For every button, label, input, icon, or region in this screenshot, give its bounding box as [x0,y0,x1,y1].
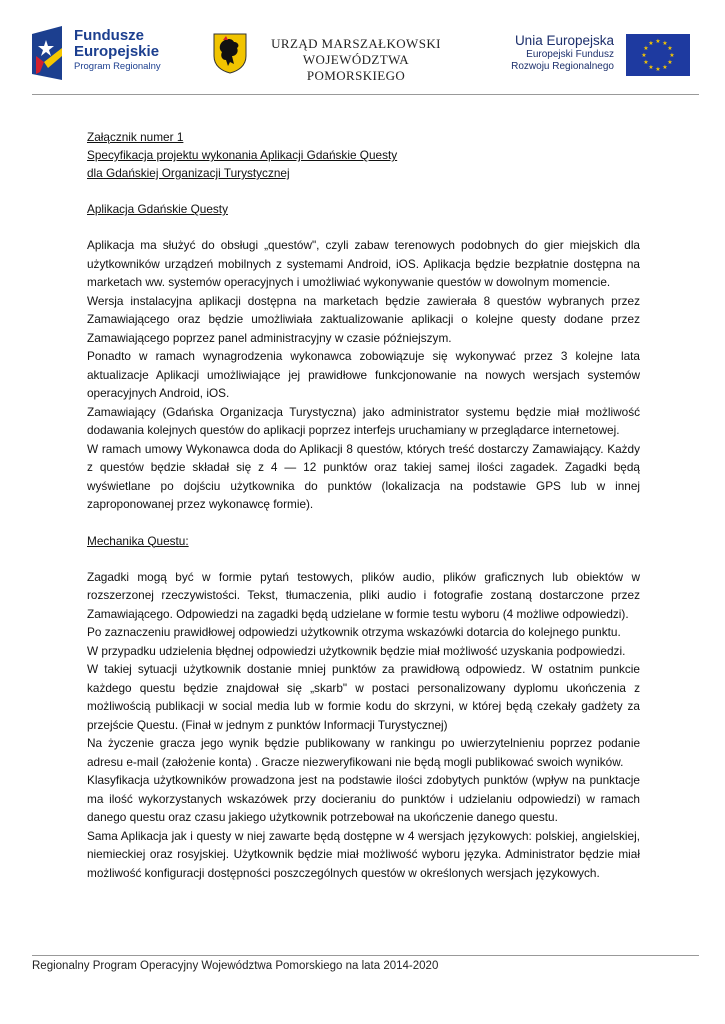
paragraph: Aplikacja ma służyć do obsługi „questów", czyli zabaw terenowych podobnych do gier miejskich dla użytkowników urządzeń mobilnych z systemami Android, iOS. Aplikacja będzie bezpłatnie dostępna na marketach ww. systemów operacyjnych i umożliwiać wykonywanie questów w dowolnym momencie. [87,238,640,289]
fe-logo-line2: Europejskie [74,43,160,60]
ue-logo-line3: Rozwoju Regionalnego [511,61,614,72]
svg-text:★: ★ [662,40,668,47]
paragraph: W przypadku udzielenia błędnej odpowiedzi użytkownik będzie miał możliwość uzyskania podpowiedzi. [87,643,626,658]
fe-logo-text [74,28,161,74]
paragraph: Ponadto w ramach wynagrodzenia wykonawca zobowiązuje się wykonywać przez 3 kolejne lata aktualizacje Aplikacji umożliwiające jej prawidłowe funkcjonowanie na nowych wersjach systemów operacyjnych Android, iOS. [87,349,640,400]
svg-text:★: ★ [641,52,647,59]
page-footer: Regionalny Program Operacyjny Województwa Pomorskiego na lata 2014-2020 [32,960,439,972]
section-heading-aplikacja: Aplikacja Gdańskie Questy [87,202,228,216]
paragraph: W takiej sytuacji użytkownik dostanie mniej punktów za prawidłową odpowiedz. W ostatnim punkcie każdego questu będzie znajdował się „skarb" w postaci personalizowany dyplomu ukończenia z możliwością publikacji w social media lub w formie kodu do skrzyni, w której będą czekały gadżety za przejście Questu. (Finał w jednym z punktów Informacji Turystycznej) [87,662,640,732]
eu-flag-icon [626,34,690,76]
svg-text:★: ★ [667,59,673,66]
svg-text:★: ★ [669,52,675,59]
fe-star-icon [32,26,62,80]
page-header [0,0,725,96]
header-divider [32,94,699,95]
svg-text:★: ★ [648,40,654,47]
um-logo-text [256,36,456,84]
um-logo-line1: URZĄD MARSZAŁKOWSKI [271,36,441,51]
fundusze-europejskie-logo [32,24,222,80]
ue-logo-line1: Unia Europejska [514,33,614,48]
document-body [87,128,640,882]
paragraph: Wersja instalacyjna aplikacji dostępna na marketach będzie zawierała 8 questów wybranych przez Zamawiającego oraz będzie umożliwiała zaktualizowanie aplikacji o kolejne questy dodane przez Zamawiającego poprzez panel administracyjny w czasie późniejszym. [87,293,640,345]
paragraph: Zagadki mogą być w formie pytań testowych, plików audio, plików graficznych lub obiektów w rozszerzonej rzeczywistości. Tekst, tłumaczenia, pliki audio i fotografie zostaną dostarczone przez Zamawiającego. Odpowiedzi na zagadki będą udzielane w formie testu wyboru (4 możliwe odpowiedzi). [87,569,640,621]
document-title-line: Specyfikacja projektu wykonania Aplikacji Gdańskie Questy [87,148,398,162]
section-heading-mechanika: Mechanika Questu: [87,533,189,548]
svg-text:★: ★ [643,45,649,52]
paragraph: Zamawiający (Gdańska Organizacja Turystyczna) jako administrator systemu będzie miał możliwość dodawania kolejnych questów do aplikacji poprzez interfejs uruchamiany w przeglądarce internetowej. [87,404,640,437]
paragraph: Sama Aplikacja jak i questy w niej zawarte będą dostępne w 4 wersjach językowych: polskiej, angielskiej, niemieckiej oraz rosyjskiej. Użytkownik będzie miał możliwość wyboru języka. Administrator będzie miał możliwość konfiguracji dostępności poszczególnych questów w określonych wersjach językowych. [87,828,640,880]
fe-logo-line1: Fundusze [74,27,144,44]
svg-text:★: ★ [643,59,649,66]
fe-logo-line3: Program Regionalny [74,61,161,72]
paragraph: W ramach umowy Wykonawca doda do Aplikacji 8 questów, których treść dostarczy Zamawiający. Każdy z questów będzie składał się z 4 — 12 punktów oraz takiej samej ilości zagadek. Zagadki będą wyświetlane po dojściu użytkownika do punktów (lokalizacja na podstawie GPS lub w innej zaproponowanej przez wykonawcę formie). [87,441,640,511]
ue-logo-text [498,32,614,73]
svg-text:★: ★ [655,66,661,73]
svg-text:★: ★ [662,64,668,71]
unia-europejska-logo [498,32,698,80]
paragraph: Po zaznaczeniu prawidłowej odpowiedzi użytkownik otrzyma wskazówki dotarcia do kolejnego punktu. [87,625,621,639]
paragraph: Na życzenie gracza jego wynik będzie publikowany w rankingu po uwierzytelnieniu poprzez podanie adresu e-mail (założenie konta) . Gracze niezweryfikowani nie będą mogli publikować swoich wyników. [87,736,640,769]
paragraph: Klasyfikacja użytkowników prowadzona jest na podstawie ilości zdobytych punktów (wpływ na punktacje ma ilość wykorzystanych wskazówek przy docieraniu do punktów i udzielaniu odpowiedzi) w ramach danego questu oraz czasu jakiego użytkownik potrzebował na ukończenie danego questu. [87,773,640,824]
um-logo-line2: WOJEWÓDZTWA POMORSKIEGO [302,52,410,83]
document-title-line: Załącznik numer 1 [87,130,184,144]
griffin-crest-icon [212,32,248,74]
ue-logo-line2: Europejski Fundusz [526,49,614,60]
svg-text:★: ★ [655,38,661,45]
footer-divider [32,955,699,956]
svg-text:★: ★ [667,45,673,52]
urzad-marszalkowski-logo [212,32,462,83]
document-title-line: dla Gdańskiej Organizacji Turystycznej [87,166,290,180]
svg-text:★: ★ [648,64,654,71]
